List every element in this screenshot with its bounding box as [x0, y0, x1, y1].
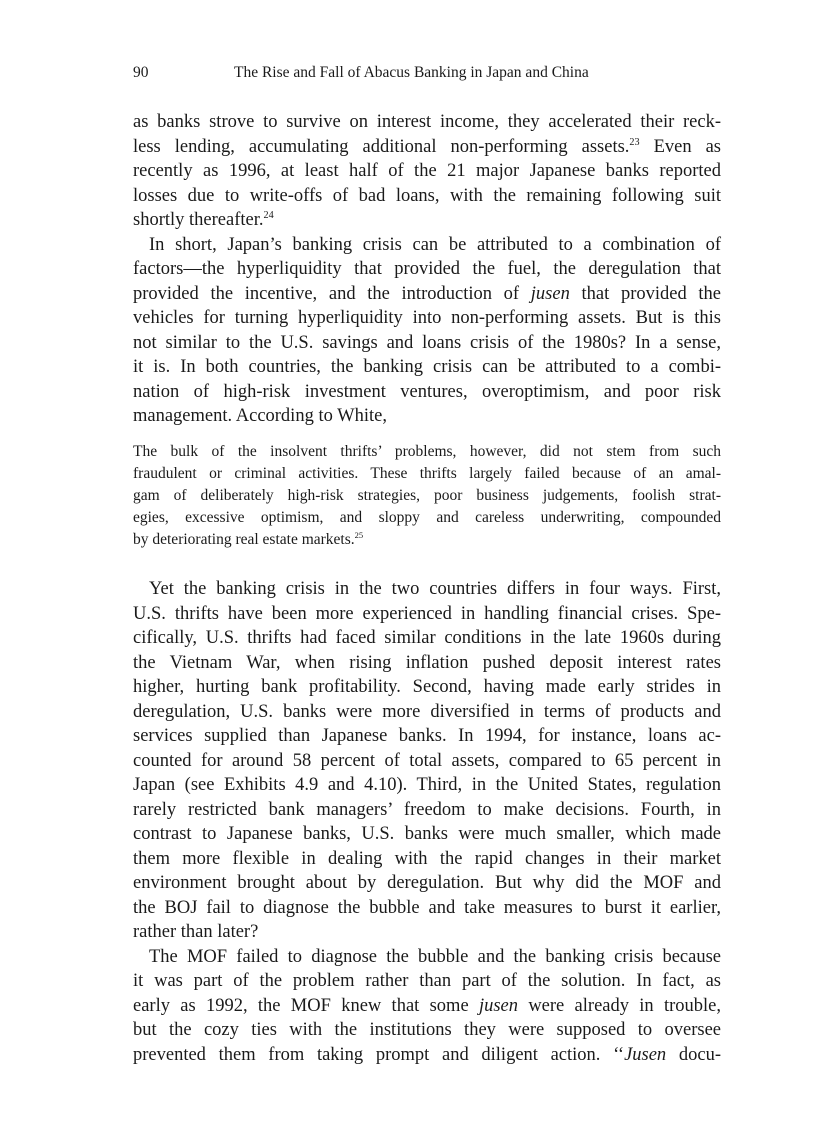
text-run: The MOF failed to diagnose the bubble and the banking crisis because	[149, 946, 721, 967]
text-run: prevented them from taking prompt and diligent action. ‘‘	[133, 1044, 625, 1065]
text-line	[133, 749, 721, 774]
italic-term: jusen	[478, 995, 519, 1016]
text-line	[133, 651, 721, 676]
text-run: the Vietnam War, when rising inflation pushed deposit interest rates	[133, 652, 721, 673]
text-line	[133, 675, 721, 700]
text-line	[133, 626, 721, 651]
text-run: docu-	[666, 1044, 721, 1065]
text-line	[133, 110, 721, 135]
text-line	[133, 184, 721, 209]
text-line	[133, 773, 721, 798]
text-run: less lending, accumulating additional non-performing assets.	[133, 136, 630, 157]
footnote-ref: 23	[629, 136, 640, 148]
text-run: environment brought about by deregulation. But why did the MOF and	[133, 873, 721, 893]
text-run: it is. In both countries, the banking crisis can be attributed to a combi-	[133, 357, 721, 377]
text-run: Yet the banking crisis in the two countries differs in four ways. First,	[149, 579, 721, 599]
text-line	[133, 441, 721, 463]
italic-term: jusen	[530, 283, 570, 304]
text-line	[133, 306, 721, 331]
text-line	[133, 135, 721, 160]
text-run: by deteriorating real estate markets.	[133, 531, 355, 548]
text-line	[133, 871, 721, 896]
text-line	[133, 331, 721, 356]
text-run: recently as 1996, at least half of the 21 major Japanese banks reported	[133, 161, 721, 181]
text-line	[133, 700, 721, 725]
text-line	[133, 945, 721, 970]
text-run: In short, Japan’s banking crisis can be attributed to a combination of	[149, 234, 721, 255]
text-line	[133, 404, 721, 429]
block-quote	[133, 441, 721, 551]
text-line	[133, 282, 721, 307]
text-line	[133, 380, 721, 405]
text-line	[133, 798, 721, 823]
text-run: rather than later?	[133, 922, 259, 942]
text-line	[133, 529, 721, 551]
text-run: gam of deliberately high-risk strategies, poor business judgements, foolish strat-	[133, 487, 721, 504]
text-run: counted for around 58 percent of total assets, compared to 65 percent in	[133, 750, 721, 771]
text-line	[133, 602, 721, 627]
text-run: vehicles for turning hyperliquidity into non-performing assets. But is this	[133, 308, 721, 328]
text-run: as banks strove to survive on interest income, they accelerated their reck-	[133, 112, 721, 132]
text-line	[133, 1018, 721, 1043]
text-run: management. According to White,	[133, 406, 387, 426]
text-run: the BOJ fail to diagnose the bubble and take measures to burst it earlier,	[133, 897, 721, 918]
text-run: losses due to write-offs of bad loans, with the remaining following suit	[133, 185, 721, 206]
text-run: them more flexible in dealing with the rapid changes in their market	[133, 848, 721, 869]
text-run: shortly thereafter.	[133, 210, 264, 230]
text-line	[133, 577, 721, 602]
text-run: it was part of the problem rather than part of the solution. In fact, as	[133, 971, 721, 991]
text-run: services supplied than Japanese banks. In 1994, for instance, loans ac-	[133, 726, 721, 746]
page-number: 90	[133, 64, 149, 81]
text-line	[133, 724, 721, 749]
body-paragraphs-2	[133, 577, 721, 1067]
text-line	[133, 969, 721, 994]
text-run: were already in trouble,	[518, 995, 721, 1016]
text-line	[133, 233, 721, 258]
text-line	[133, 507, 721, 529]
footnote-ref: 24	[263, 209, 274, 221]
text-line	[133, 994, 721, 1019]
text-run: provided the incentive, and the introduction of	[133, 283, 531, 304]
text-run: cifically, U.S. thrifts had faced similar conditions in the late 1960s during	[133, 628, 721, 648]
text-line	[133, 896, 721, 921]
text-run: contrast to Japanese banks, U.S. banks were much smaller, which made	[133, 824, 721, 844]
text-line	[133, 1043, 721, 1068]
text-run: egies, excessive optimism, and sloppy and careless underwriting, compounded	[133, 509, 721, 526]
text-line	[133, 920, 721, 945]
body-paragraphs-1	[133, 110, 721, 429]
text-line	[133, 822, 721, 847]
text-run: nation of high-risk investment ventures, overoptimism, and poor risk	[133, 381, 721, 402]
text-line	[133, 463, 721, 485]
text-run: rarely restricted bank managers’ freedom to make decisions. Fourth, in	[133, 799, 721, 820]
text-run: higher, hurting bank profitability. Second, having made early strides in	[133, 677, 721, 697]
text-run: not similar to the U.S. savings and loans crisis of the 1980s? In a sense,	[133, 332, 721, 353]
text-run: early as 1992, the MOF knew that some	[133, 995, 479, 1016]
text-line	[133, 485, 721, 507]
text-run: factors—the hyperliquidity that provided the fuel, the deregulation that	[133, 259, 721, 279]
text-run: Even as	[639, 136, 721, 157]
text-line	[133, 847, 721, 872]
text-run: The bulk of the insolvent thrifts’ problems, however, did not stem from such	[133, 443, 721, 460]
text-run: that provided the	[569, 283, 721, 304]
text-run: deregulation, U.S. banks were more diversified in terms of products and	[133, 701, 721, 722]
text-run: Japan (see Exhibits 4.9 and 4.10). Third, in the United States, regulation	[133, 775, 721, 795]
text-line	[133, 257, 721, 282]
text-line	[133, 208, 721, 233]
text-run: but the cozy ties with the institutions they were supposed to oversee	[133, 1020, 721, 1040]
text-run: fraudulent or criminal activities. These thrifts largely failed because of an amal-	[133, 465, 721, 482]
running-title: The Rise and Fall of Abacus Banking in Japan and China	[234, 64, 589, 81]
footnote-ref: 25	[354, 530, 364, 541]
italic-term: Jusen	[624, 1044, 667, 1065]
text-line	[133, 355, 721, 380]
text-run: U.S. thrifts have been more experienced in handling financial crises. Spe-	[133, 603, 721, 624]
text-line	[133, 159, 721, 184]
